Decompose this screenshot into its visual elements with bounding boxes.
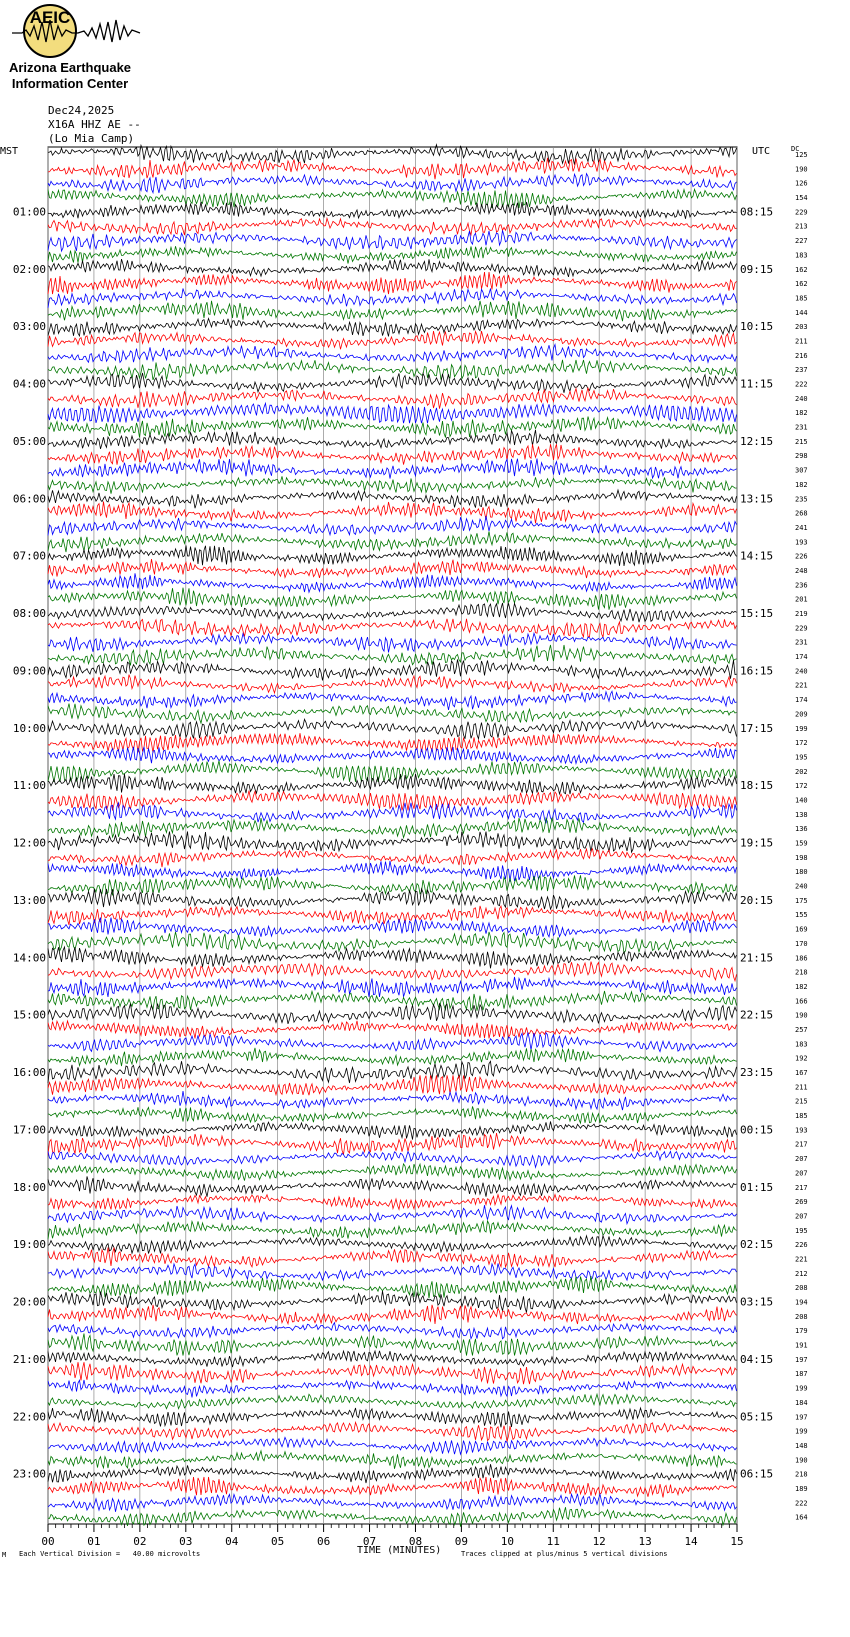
dc-offset-label: 240 <box>795 667 808 676</box>
dc-offset-label: 199 <box>795 724 808 733</box>
dc-offset-label: 216 <box>795 351 808 360</box>
trace-line <box>48 417 737 438</box>
x-tick-label: 13 <box>638 1535 652 1548</box>
trace-line <box>48 516 737 536</box>
dc-offset-label: 175 <box>795 896 808 905</box>
utc-hour-label: 20:15 <box>740 893 774 907</box>
dc-offset-label: 182 <box>795 982 808 991</box>
dc-offset-label: 170 <box>795 939 808 948</box>
trace-line <box>48 791 737 811</box>
dc-offset-label: 162 <box>795 280 808 289</box>
dc-offset-label: 203 <box>795 323 808 332</box>
dc-offset-label: 229 <box>795 208 808 217</box>
dc-offset-label: 125 <box>795 151 808 159</box>
dc-offset-label: 185 <box>795 1112 808 1121</box>
trace-line <box>48 588 737 610</box>
mst-hour-label: 23:00 <box>12 1467 46 1481</box>
trace-line <box>48 430 737 449</box>
dc-offset-label: 207 <box>795 1169 808 1178</box>
trace-line <box>48 704 737 724</box>
dc-offset-label: 166 <box>795 997 808 1006</box>
trace-line <box>48 691 737 710</box>
trace-line <box>48 889 737 909</box>
dc-offset-label: 172 <box>795 739 808 748</box>
trace-line <box>48 1164 737 1181</box>
mst-hour-label: 21:00 <box>12 1352 46 1366</box>
dc-offset-label: 140 <box>795 796 808 805</box>
dc-offset-label: 174 <box>795 653 808 662</box>
mst-hour-label: 11:00 <box>12 779 46 793</box>
dc-offset-label: 167 <box>795 1069 808 1077</box>
utc-hour-label: 09:15 <box>740 262 774 276</box>
trace-line <box>48 1021 737 1039</box>
trace-line <box>48 174 737 193</box>
dc-offset-label: 159 <box>795 839 808 848</box>
dc-offset-label: 221 <box>795 681 808 690</box>
x-tick-label: 06 <box>316 1535 331 1548</box>
dc-offset-label: 154 <box>795 194 808 203</box>
dc-offset-label: 193 <box>795 1126 808 1135</box>
utc-hour-label: 19:15 <box>740 836 774 850</box>
utc-hour-label: 00:15 <box>740 1123 774 1137</box>
trace-line <box>48 1305 737 1324</box>
mst-hour-label: 19:00 <box>12 1238 46 1252</box>
dc-offset-label: 231 <box>795 638 808 647</box>
trace-line <box>48 1276 737 1298</box>
dc-offset-label: 138 <box>795 810 808 819</box>
utc-hour-label: 08:15 <box>740 205 774 219</box>
dc-offset-label: 241 <box>795 523 808 532</box>
dc-offset-label: 183 <box>795 1040 808 1049</box>
dc-offset-label: 207 <box>795 1155 808 1164</box>
trace-line <box>48 319 737 337</box>
dc-offset-label: 240 <box>795 394 808 403</box>
trace-line <box>48 733 737 753</box>
x-tick-label: 05 <box>271 1535 285 1548</box>
trace-line <box>48 1176 737 1196</box>
dc-offset-label: 183 <box>795 251 808 260</box>
mst-hour-label: 12:00 <box>12 836 46 850</box>
dc-offset-label: 190 <box>795 165 808 174</box>
trace-line <box>48 803 737 824</box>
trace-line <box>48 1122 737 1140</box>
utc-hour-label: 17:15 <box>740 721 774 735</box>
trace-line <box>48 246 737 263</box>
trace-line <box>48 532 737 553</box>
trace-line <box>48 645 737 665</box>
trace-line <box>48 1195 737 1210</box>
dc-offset-label: 221 <box>795 1255 808 1264</box>
utc-hour-label: 22:15 <box>740 1008 774 1022</box>
mst-hour-label: 15:00 <box>12 1008 46 1022</box>
utc-hour-label: 15:15 <box>740 607 774 620</box>
dc-offset-label: 257 <box>795 1025 808 1034</box>
right-axis-title: UTC <box>752 146 771 157</box>
header-station: X16A HHZ AE -- <box>48 118 141 131</box>
trace-line <box>48 1263 737 1280</box>
header-date: Dec24,2025 <box>48 104 115 117</box>
trace-line <box>48 1464 737 1483</box>
trace-line <box>48 272 737 294</box>
dc-offset-label: 197 <box>795 1355 808 1364</box>
trace-line <box>48 360 737 380</box>
dc-offset-label: 240 <box>795 882 808 891</box>
dc-offset-label: 213 <box>795 222 808 231</box>
trace-line <box>48 158 737 179</box>
dc-offset-label: 174 <box>795 696 808 705</box>
trace-line <box>48 1291 737 1313</box>
trace-line <box>48 444 737 465</box>
x-tick-label: 09 <box>454 1535 469 1548</box>
trace-line <box>48 230 737 251</box>
dc-offset-label: 208 <box>795 1284 808 1293</box>
dc-offset-label: 219 <box>795 610 808 618</box>
trace-line <box>48 659 737 680</box>
utc-hour-label: 06:15 <box>740 1467 774 1481</box>
trace-line <box>48 1061 737 1083</box>
trace-line <box>48 1494 737 1512</box>
dc-offset-label: 193 <box>795 538 808 547</box>
mst-hour-label: 05:00 <box>12 434 46 448</box>
dc-offset-label: 207 <box>795 1212 808 1221</box>
trace-line <box>48 331 737 349</box>
dc-offset-label: 186 <box>795 954 808 963</box>
dc-offset-label: 184 <box>795 1398 808 1407</box>
seismic-traces <box>48 145 737 1527</box>
x-tick-label: 01 <box>87 1535 101 1548</box>
dc-offset-label: 202 <box>795 767 808 776</box>
trace-line <box>48 388 737 409</box>
left-axis-title: MST <box>0 146 19 157</box>
trace-line <box>48 1323 737 1339</box>
trace-line <box>48 1477 737 1497</box>
mst-hour-label: 16:00 <box>12 1066 46 1079</box>
trace-line <box>48 373 737 393</box>
dc-offset-label: 195 <box>795 753 808 762</box>
trace-line <box>48 573 737 592</box>
trace-line <box>48 259 737 277</box>
trace-line <box>48 1106 737 1123</box>
trace-line <box>48 1236 737 1254</box>
trace-line <box>48 1437 737 1454</box>
trace-line <box>48 403 737 423</box>
trace-line <box>48 1133 737 1155</box>
trace-line <box>48 476 737 493</box>
dc-offset-label: 155 <box>795 911 808 920</box>
mst-hour-label: 18:00 <box>12 1180 46 1194</box>
mst-hour-label: 17:00 <box>12 1123 46 1137</box>
dc-offset-label: 217 <box>795 1140 808 1149</box>
dc-offset-label: 222 <box>795 1499 808 1508</box>
mst-hour-label: 08:00 <box>12 607 46 620</box>
axis-labels <box>13 151 808 1548</box>
utc-hour-label: 14:15 <box>740 549 774 563</box>
trace-line <box>48 932 737 953</box>
dc-offset-label: 190 <box>795 1011 808 1020</box>
trace-line <box>48 1351 737 1367</box>
dc-offset-label: 162 <box>795 265 808 274</box>
x-tick-label: 10 <box>500 1535 514 1548</box>
trace-line <box>48 675 737 693</box>
dc-offset-label: 248 <box>795 566 808 575</box>
trace-line <box>48 906 737 925</box>
x-tick-label: 00 <box>41 1535 55 1548</box>
dc-offset-label: 298 <box>795 452 808 461</box>
dc-offset-label: 185 <box>795 294 808 303</box>
trace-line <box>48 1091 737 1110</box>
trace-line <box>48 490 737 508</box>
trace-line <box>48 218 737 235</box>
trace-line <box>48 849 737 867</box>
trace-line <box>48 1334 737 1356</box>
dc-offset-label: 226 <box>795 1241 808 1250</box>
mst-hour-label: 13:00 <box>12 893 46 907</box>
trace-line <box>48 977 737 997</box>
dc-offset-label: 198 <box>795 853 808 862</box>
mst-hour-label: 01:00 <box>12 205 46 219</box>
mst-hour-label: 04:00 <box>12 377 46 391</box>
x-tick-label: 08 <box>408 1535 423 1548</box>
utc-hour-label: 04:15 <box>740 1352 774 1366</box>
dc-offset-label: 199 <box>795 1384 808 1393</box>
utc-hour-label: 01:15 <box>740 1180 774 1194</box>
logo-line1: Arizona Earthquake <box>8 60 132 75</box>
trace-line <box>48 875 737 895</box>
trace-line <box>48 991 737 1011</box>
trace-line <box>48 719 737 739</box>
trace-line <box>48 1004 737 1024</box>
dc-offset-label: 194 <box>795 1298 808 1307</box>
dc-title: DC <box>791 145 800 153</box>
dc-offset-label: 269 <box>795 1198 808 1207</box>
dc-offset-label: 217 <box>795 1183 808 1192</box>
mst-hour-label: 07:00 <box>12 549 46 563</box>
trace-line <box>48 1075 737 1095</box>
trace-line <box>48 761 737 782</box>
dc-offset-label: 222 <box>795 380 808 389</box>
dc-offset-label: 268 <box>795 509 808 518</box>
trace-line <box>48 289 737 308</box>
dc-offset-label: 201 <box>795 595 808 604</box>
corner-mark: M <box>2 1551 7 1559</box>
trace-line <box>48 1151 737 1167</box>
trace-line <box>48 1032 737 1051</box>
dc-offset-label: 187 <box>795 1370 808 1379</box>
dc-offset-label: 182 <box>795 409 808 418</box>
x-tick-label: 04 <box>225 1535 239 1548</box>
dc-offset-label: 218 <box>795 1470 808 1479</box>
mst-hour-label: 06:00 <box>12 492 46 506</box>
trace-line <box>48 1205 737 1224</box>
mst-hour-label: 03:00 <box>12 320 46 334</box>
dc-offset-label: 231 <box>795 423 808 432</box>
trace-line <box>48 1451 737 1469</box>
dc-offset-label: 179 <box>795 1327 808 1336</box>
dc-offset-label: 197 <box>795 1413 808 1422</box>
utc-hour-label: 11:15 <box>740 377 774 391</box>
utc-hour-label: 10:15 <box>740 320 774 334</box>
dc-offset-label: 237 <box>795 366 808 375</box>
trace-line <box>48 774 737 794</box>
dc-offset-label: 172 <box>795 782 808 791</box>
trace-line <box>48 619 737 638</box>
trace-line <box>48 603 737 622</box>
utc-hour-label: 12:15 <box>740 434 774 448</box>
dc-offset-label: 307 <box>795 466 808 475</box>
mst-hour-label: 20:00 <box>12 1295 46 1309</box>
trace-line <box>48 345 737 363</box>
trace-line <box>48 202 737 219</box>
dc-offset-label: 211 <box>795 337 808 346</box>
trace-line <box>48 1221 737 1239</box>
trace-line <box>48 962 737 981</box>
dc-offset-label: 180 <box>795 868 808 877</box>
dc-offset-label: 190 <box>795 1456 808 1465</box>
dc-offset-label: 215 <box>795 1097 808 1106</box>
utc-hour-label: 13:15 <box>740 492 774 506</box>
mst-hour-label: 09:00 <box>12 664 46 678</box>
x-tick-label: 15 <box>730 1535 744 1548</box>
dc-offset-label: 189 <box>795 1484 808 1493</box>
trace-line <box>48 502 737 524</box>
x-axis-label: TIME (MINUTES) <box>357 1545 442 1556</box>
dc-offset-label: 215 <box>795 437 808 446</box>
trace-line <box>48 1422 737 1441</box>
dc-offset-label: 226 <box>795 552 808 561</box>
trace-line <box>48 747 737 764</box>
dc-offset-label: 199 <box>795 1427 808 1436</box>
dc-offset-label: 212 <box>795 1269 808 1278</box>
mst-hour-label: 14:00 <box>12 951 46 965</box>
mst-hour-label: 10:00 <box>12 721 46 735</box>
trace-line <box>48 301 737 321</box>
dc-offset-label: 235 <box>795 495 808 504</box>
trace-line <box>48 1362 737 1384</box>
trace-line <box>48 633 737 652</box>
mst-hour-label: 02:00 <box>12 262 46 276</box>
dc-offset-label: 208 <box>795 1312 808 1321</box>
x-tick-label: 07 <box>362 1535 377 1548</box>
utc-hour-label: 23:15 <box>740 1066 774 1079</box>
dc-offset-label: 195 <box>795 1226 808 1235</box>
dc-offset-label: 191 <box>795 1341 808 1350</box>
trace-line <box>48 918 737 937</box>
trace-line <box>48 1048 737 1066</box>
vertical-division-note: Each Vertical Division = 40.00 microvolts <box>19 1550 201 1558</box>
trace-line <box>48 832 737 853</box>
logo-line2: Information Center <box>11 76 129 91</box>
utc-hour-label: 02:15 <box>740 1238 774 1252</box>
trace-line <box>48 145 737 165</box>
x-tick-label: 14 <box>684 1535 698 1548</box>
dc-offset-label: 148 <box>795 1441 808 1450</box>
dc-offset-label: 227 <box>795 237 808 246</box>
utc-hour-label: 16:15 <box>740 664 774 678</box>
dc-offset-label: 192 <box>795 1054 808 1063</box>
dc-offset-label: 164 <box>795 1513 808 1522</box>
mst-hour-label: 22:00 <box>12 1410 46 1424</box>
trace-line <box>48 1248 737 1268</box>
x-tick-label: 02 <box>133 1535 147 1548</box>
dc-offset-label: 218 <box>795 968 808 977</box>
utc-hour-label: 21:15 <box>740 951 774 965</box>
dc-offset-label: 209 <box>795 710 808 719</box>
trace-line <box>48 459 737 479</box>
dc-offset-label: 211 <box>795 1083 808 1092</box>
utc-hour-label: 05:15 <box>740 1410 774 1424</box>
logo-acronym: AEIC <box>29 8 71 27</box>
x-tick-label: 03 <box>179 1535 193 1548</box>
dc-offset-label: 136 <box>795 825 808 834</box>
dc-offset-label: 126 <box>795 179 808 188</box>
dc-offset-label: 229 <box>795 624 808 633</box>
utc-hour-label: 18:15 <box>740 779 774 793</box>
dc-offset-label: 144 <box>795 308 808 317</box>
x-tick-label: 11 <box>546 1535 560 1548</box>
header-site: (Lo Mia Camp) <box>48 132 135 145</box>
utc-hour-label: 03:15 <box>740 1295 774 1309</box>
trace-line <box>48 189 737 208</box>
clip-note: Traces clipped at plus/minus 5 vertical divisions <box>461 1550 668 1558</box>
x-tick-label: 12 <box>592 1535 606 1548</box>
trace-line <box>48 947 737 968</box>
dc-offset-label: 236 <box>795 581 808 590</box>
trace-line <box>48 1394 737 1409</box>
dc-offset-label: 169 <box>795 925 808 934</box>
dc-offset-label: 182 <box>795 480 808 489</box>
trace-line <box>48 861 737 882</box>
